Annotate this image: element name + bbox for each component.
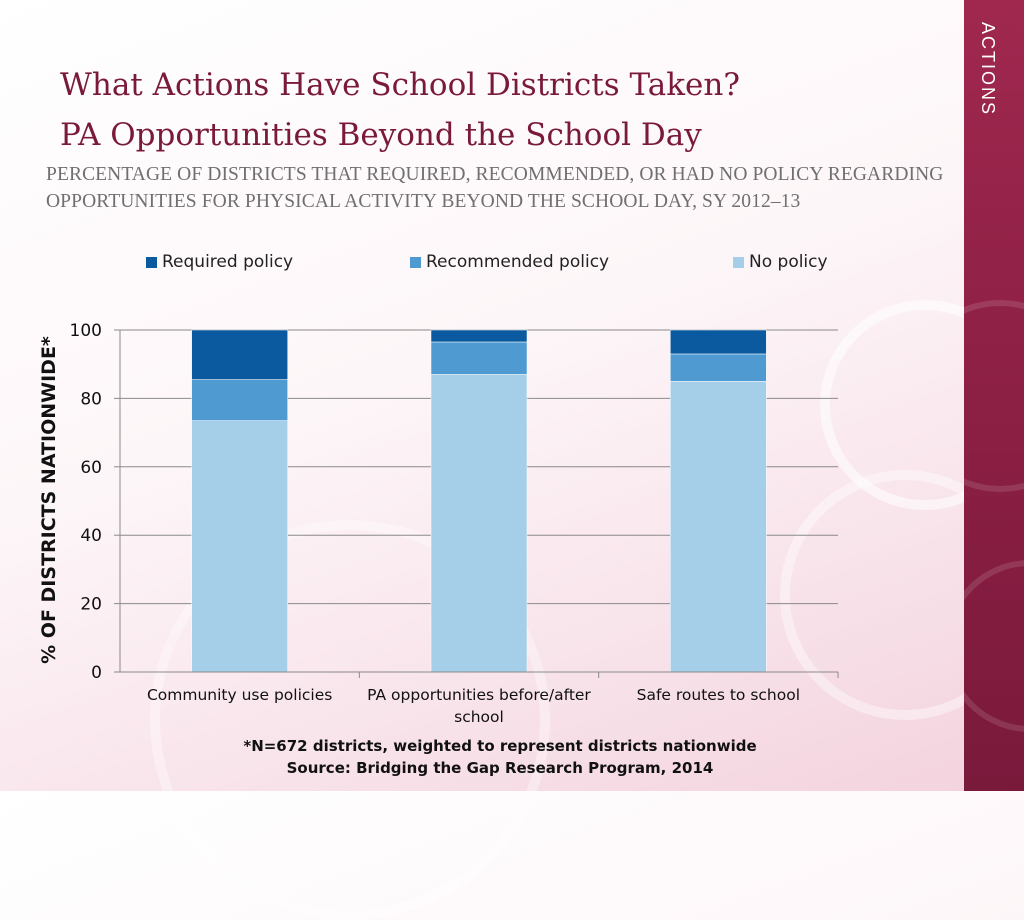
bar-segment-no-policy (431, 374, 527, 672)
side-tab-label: ACTIONS (978, 22, 998, 117)
bar-segment-required (192, 330, 288, 380)
y-tick-label: 60 (80, 457, 102, 478)
x-tick-label: PA opportunities before/after school (367, 686, 591, 726)
y-tick-label: 0 (91, 663, 102, 683)
y-tick-label: 20 (80, 594, 102, 615)
y-axis-title: % OF DISTRICTS NATIONWIDE* (38, 336, 60, 664)
bar-segment-recommended (670, 354, 766, 381)
bar-segment-recommended (431, 342, 527, 374)
footnote-n: *N=672 districts, weighted to represent districts nationwide (243, 737, 757, 755)
x-tick-label: Safe routes to school (636, 686, 801, 704)
bar-segment-no-policy (192, 421, 288, 672)
title-line-2: PA Opportunities Beyond the School Day (60, 117, 702, 153)
title-line-1: What Actions Have School Districts Taken? (60, 67, 740, 103)
bar-segment-no-policy (670, 381, 766, 672)
footnote-source: Source: Bridging the Gap Research Program, 2014 (286, 759, 714, 777)
legend-label-no-policy: No policy (749, 252, 828, 272)
chart-subtitle: PERCENTAGE OF DISTRICTS THAT REQUIRED, RECOMMENDED, OR HAD NO POLICY REGARDING OPPORTUNITIES FOR PHYSICAL ACTIVITY BEYOND THE SCHOOL DAY, SY 2012–13 (46, 164, 944, 212)
y-tick-label: 80 (80, 389, 102, 410)
y-tick-label: 100 (69, 321, 102, 341)
legend-label-recommended: Recommended policy (426, 252, 610, 272)
bar-segment-recommended (192, 380, 288, 421)
bar-segment-required (670, 330, 766, 354)
bar-segment-required (431, 330, 527, 342)
y-tick-label: 40 (80, 526, 102, 547)
bar-layer (192, 330, 767, 672)
legend-label-required: Required policy (162, 252, 294, 272)
x-tick-label: Community use policies (146, 686, 333, 704)
